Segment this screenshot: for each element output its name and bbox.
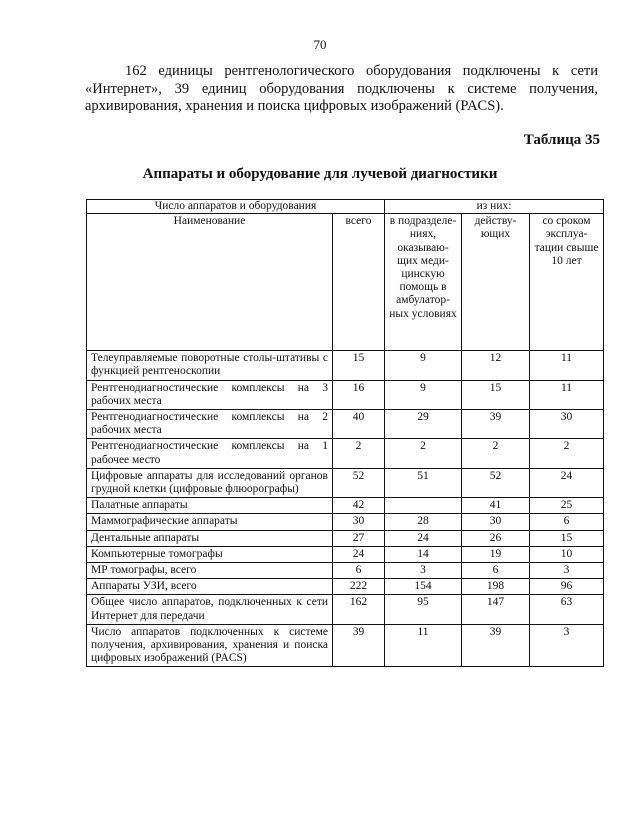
- cell-total: 16: [333, 380, 385, 409]
- cell-over10: 30: [530, 410, 604, 439]
- cell-ambulatory: 28: [385, 514, 462, 530]
- cell-active: 2: [462, 439, 530, 468]
- equipment-table: [86, 199, 604, 667]
- table-row: [87, 380, 604, 409]
- cell-total: 39: [333, 624, 385, 667]
- cell-ambulatory: 2: [385, 439, 462, 468]
- header-group-right: из них:: [385, 200, 604, 214]
- table-row: [87, 498, 604, 514]
- cell-name: Число аппаратов подключенных к системе получения, архивирования, хранения и поиска цифровых изображений (PACS): [87, 624, 333, 667]
- cell-over10: 6: [530, 514, 604, 530]
- cell-over10: 11: [530, 351, 604, 380]
- header-group-left: Число аппаратов и оборудования: [87, 200, 385, 214]
- column-header-total: всего: [333, 214, 385, 351]
- cell-active: 30: [462, 514, 530, 530]
- table-row: [87, 563, 604, 579]
- table-row: [87, 514, 604, 530]
- cell-name: Рентгенодиагностические комплексы на 2 рабочих места: [87, 410, 333, 439]
- cell-active: 15: [462, 380, 530, 409]
- cell-total: 40: [333, 410, 385, 439]
- cell-name: Аппараты УЗИ, всего: [87, 579, 333, 595]
- cell-active: 26: [462, 530, 530, 546]
- cell-ambulatory: 29: [385, 410, 462, 439]
- page-number: 70: [313, 37, 327, 52]
- cell-over10: 2: [530, 439, 604, 468]
- column-header-over10: со сроком эксплуа-тации свыше 10 лет: [530, 214, 604, 351]
- table-number: Таблица 35: [523, 132, 600, 148]
- table-row: [87, 468, 604, 497]
- cell-active: 41: [462, 498, 530, 514]
- intro-paragraph: 162 единицы рентгенологического оборудования подключены к сети «Интернет», 39 единиц оборудования подключены к системе получения, архивирования, хранения и поиска цифровых изображений (PACS).: [85, 63, 598, 114]
- table-row: [87, 530, 604, 546]
- cell-over10: 3: [530, 563, 604, 579]
- column-header-ambulatory: в подразделе-ниях, оказываю-щих меди-цинскую помощь в амбулатор-ных условиях: [385, 214, 462, 351]
- cell-active: 12: [462, 351, 530, 380]
- cell-name: Рентгенодиагностические комплексы на 3 рабочих места: [87, 380, 333, 409]
- cell-total: 52: [333, 468, 385, 497]
- table-column-header-row: [87, 214, 604, 351]
- cell-total: 15: [333, 351, 385, 380]
- cell-ambulatory: 9: [385, 351, 462, 380]
- table-row: [87, 595, 604, 624]
- table-row: [87, 624, 604, 667]
- cell-over10: 25: [530, 498, 604, 514]
- table-row: [87, 410, 604, 439]
- cell-name: Телеуправляемые поворотные столы-штативы с функцией рентгеноскопии: [87, 351, 333, 380]
- cell-name: Общее число аппаратов, подключенных к сети Интернет для передачи: [87, 595, 333, 624]
- table-row: [87, 439, 604, 468]
- cell-active: 39: [462, 410, 530, 439]
- column-header-name: Наименование: [87, 214, 333, 351]
- cell-total: 162: [333, 595, 385, 624]
- cell-name: Цифровые аппараты для исследований органов грудной клетки (цифровые флюорографы): [87, 468, 333, 497]
- cell-ambulatory: 95: [385, 595, 462, 624]
- cell-name: Палатные аппараты: [87, 498, 333, 514]
- cell-total: 30: [333, 514, 385, 530]
- cell-ambulatory: 24: [385, 530, 462, 546]
- cell-over10: 3: [530, 624, 604, 667]
- cell-active: 6: [462, 563, 530, 579]
- table-title: Аппараты и оборудование для лучевой диагностики: [142, 166, 498, 182]
- cell-ambulatory: [385, 498, 462, 514]
- cell-name: Компьютерные томографы: [87, 546, 333, 562]
- cell-total: 42: [333, 498, 385, 514]
- cell-over10: 11: [530, 380, 604, 409]
- cell-total: 24: [333, 546, 385, 562]
- table-row: [87, 546, 604, 562]
- cell-ambulatory: 9: [385, 380, 462, 409]
- cell-over10: 10: [530, 546, 604, 562]
- cell-over10: 96: [530, 579, 604, 595]
- table-row: [87, 351, 604, 380]
- cell-over10: 15: [530, 530, 604, 546]
- cell-active: 39: [462, 624, 530, 667]
- cell-ambulatory: 14: [385, 546, 462, 562]
- cell-active: 147: [462, 595, 530, 624]
- cell-active: 19: [462, 546, 530, 562]
- table-row: [87, 579, 604, 595]
- cell-active: 198: [462, 579, 530, 595]
- cell-total: 2: [333, 439, 385, 468]
- cell-name: МР томографы, всего: [87, 563, 333, 579]
- cell-ambulatory: 154: [385, 579, 462, 595]
- cell-active: 52: [462, 468, 530, 497]
- cell-total: 6: [333, 563, 385, 579]
- cell-over10: 63: [530, 595, 604, 624]
- cell-name: Маммографические аппараты: [87, 514, 333, 530]
- table-group-header-row: [87, 200, 604, 214]
- cell-ambulatory: 3: [385, 563, 462, 579]
- cell-total: 222: [333, 579, 385, 595]
- cell-ambulatory: 51: [385, 468, 462, 497]
- cell-over10: 24: [530, 468, 604, 497]
- column-header-active: действу-ющих: [462, 214, 530, 351]
- cell-name: Дентальные аппараты: [87, 530, 333, 546]
- cell-name: Рентгенодиагностические комплексы на 1 рабочее место: [87, 439, 333, 468]
- cell-ambulatory: 11: [385, 624, 462, 667]
- cell-total: 27: [333, 530, 385, 546]
